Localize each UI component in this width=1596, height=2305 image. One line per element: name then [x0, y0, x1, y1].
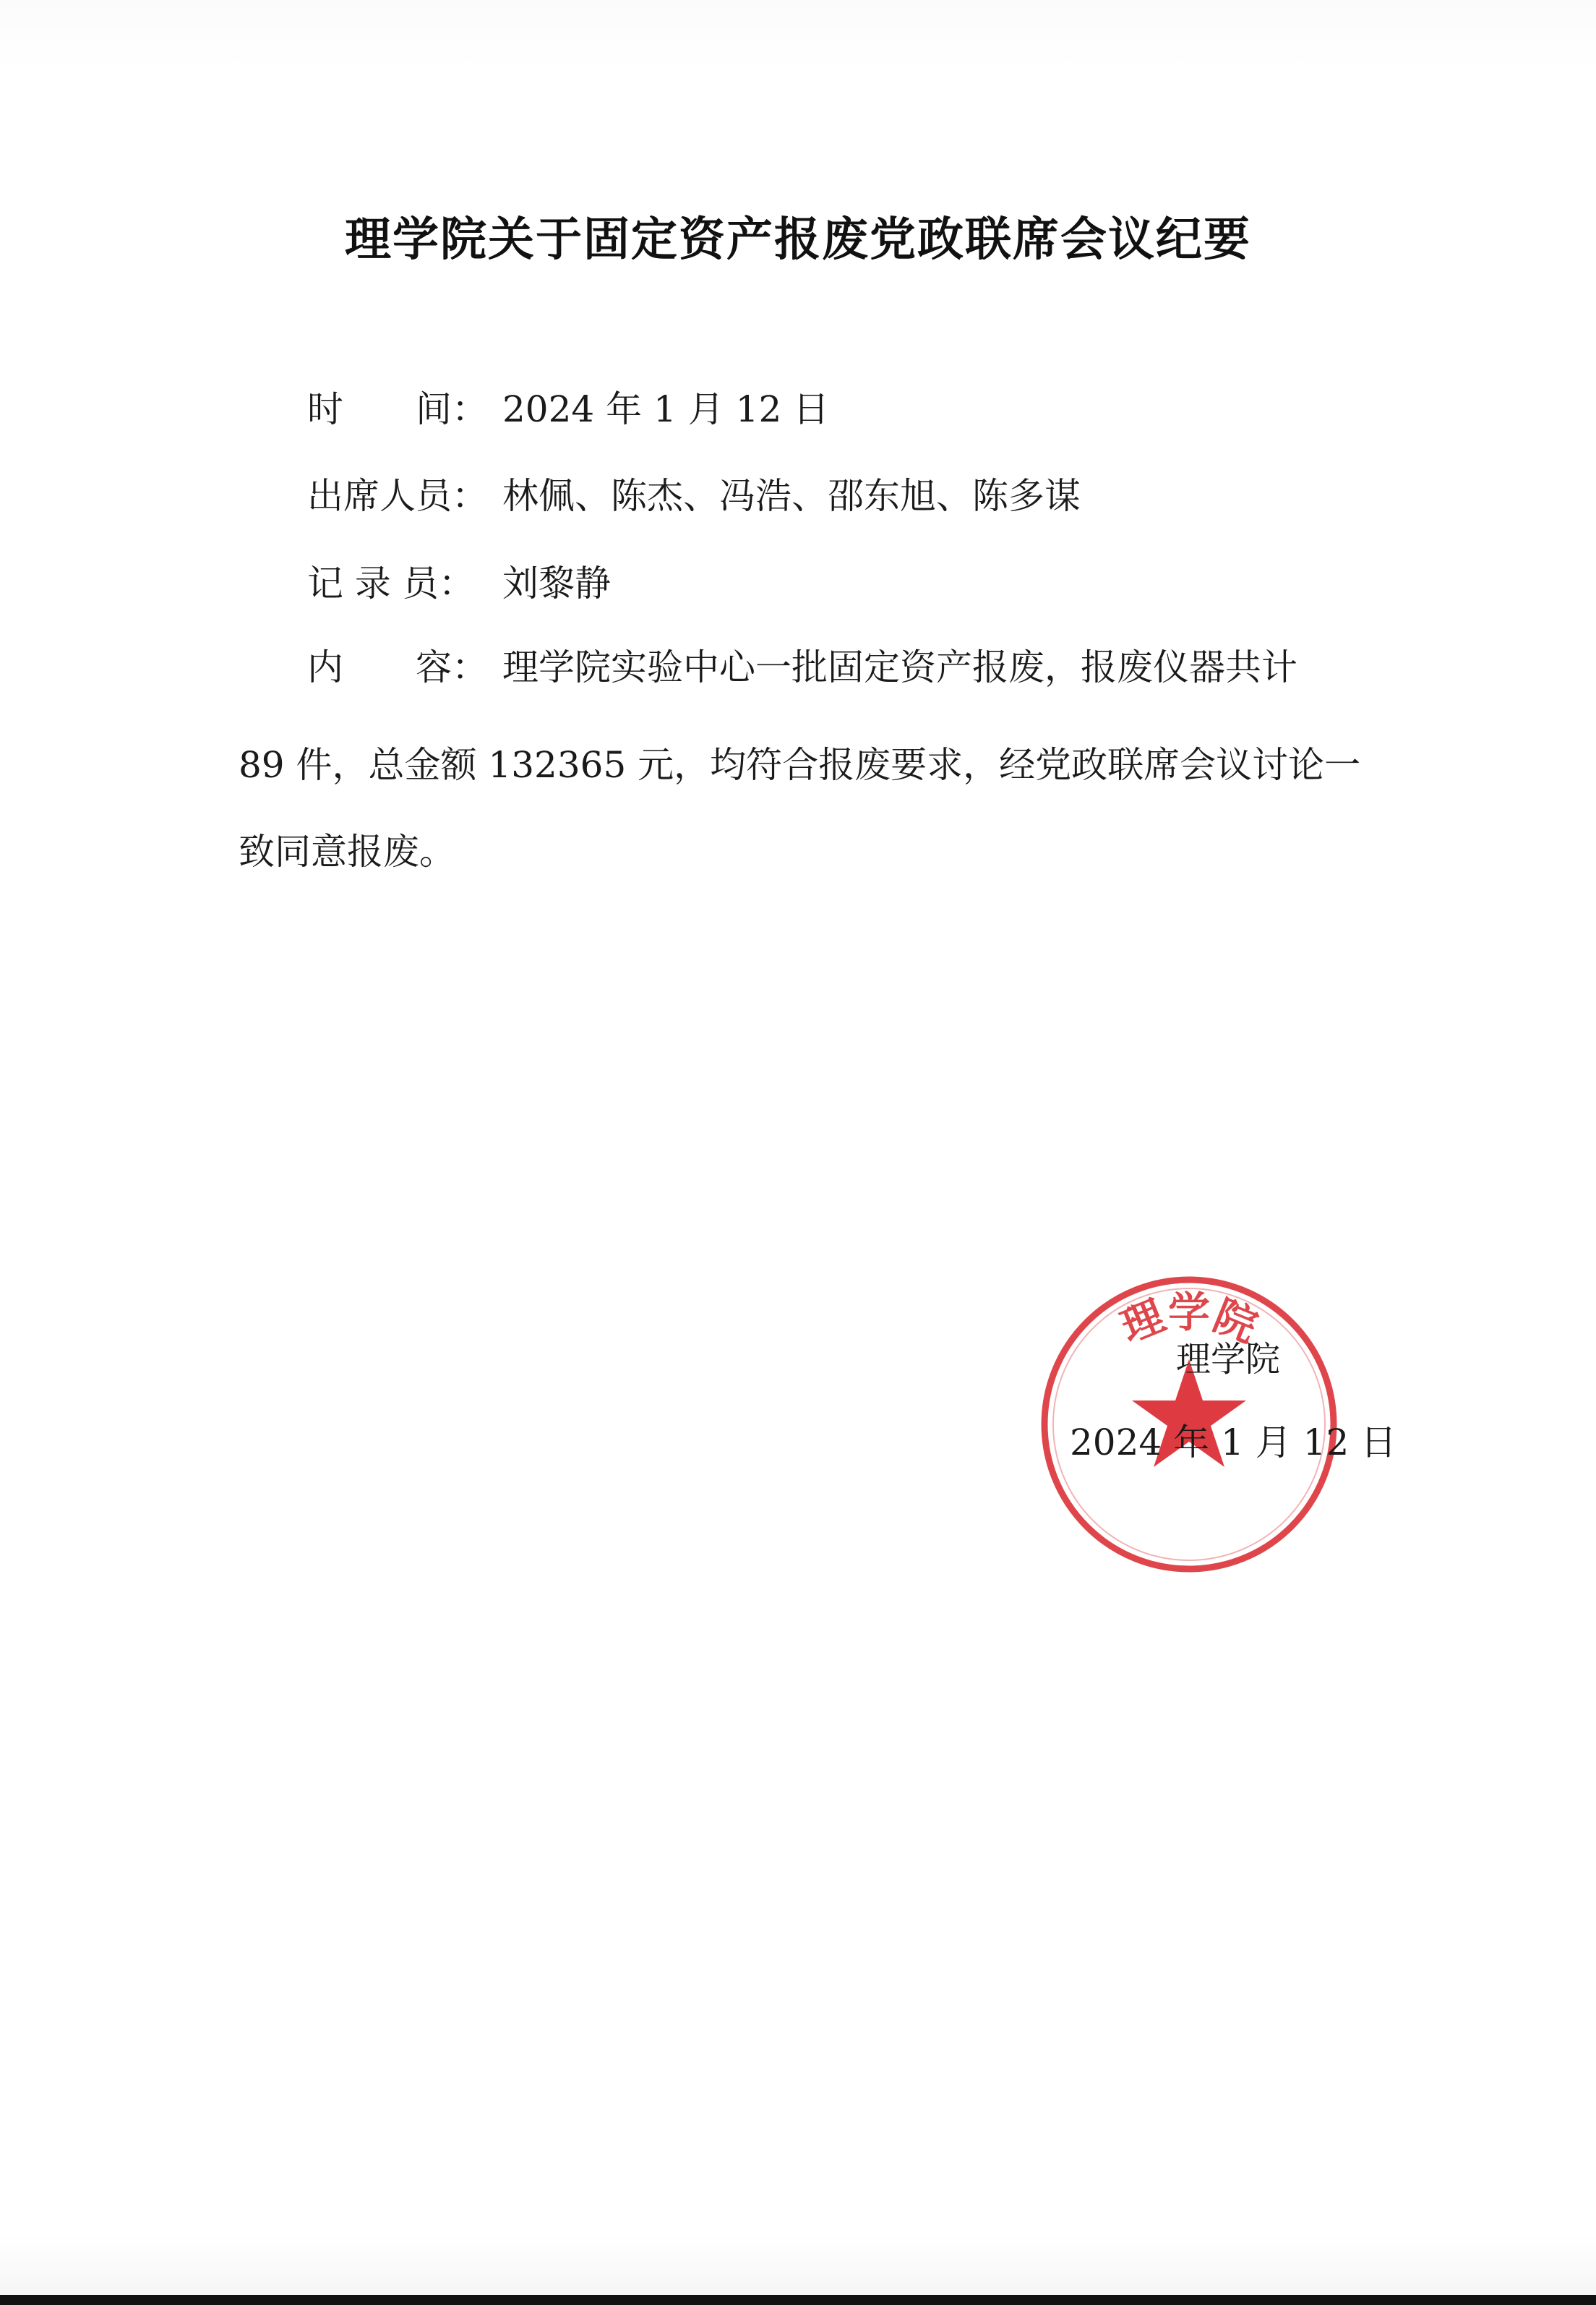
- time-label: 时 间：: [307, 388, 488, 430]
- seal-text: 理学院: [1114, 1288, 1264, 1352]
- recorder-label: 记 录 员：: [307, 563, 475, 604]
- time-field: [307, 388, 829, 431]
- content-label: 内 容：: [307, 646, 488, 688]
- recorder-value: 刘黎静: [502, 563, 611, 604]
- attendees-field: [307, 474, 1081, 518]
- attendees-value: 林佩、陈杰、冯浩、邵东旭、陈多谋: [502, 475, 1081, 517]
- content-value-continuation: 89 件，总金额 132365 元，均符合报废要求，经党政联席会议讨论一致同意报废。: [239, 744, 1361, 873]
- content-value-line1: 理学院实验中心一批固定资产报废，报废仪器共计: [502, 646, 1297, 688]
- recorder-field: [307, 562, 611, 605]
- signature-organization: 理学院: [1176, 1339, 1281, 1380]
- document-title: 理学院关于固定资产报废党政联席会议纪要: [345, 213, 1251, 267]
- scan-bottom-edge: [0, 2295, 1596, 2305]
- content-field: [307, 646, 1297, 689]
- signature-date: 2024 年 1 月 12 日: [1070, 1421, 1397, 1463]
- time-value: 2024 年 1 月 12 日: [502, 388, 830, 430]
- attendees-label: 出席人员：: [307, 475, 488, 517]
